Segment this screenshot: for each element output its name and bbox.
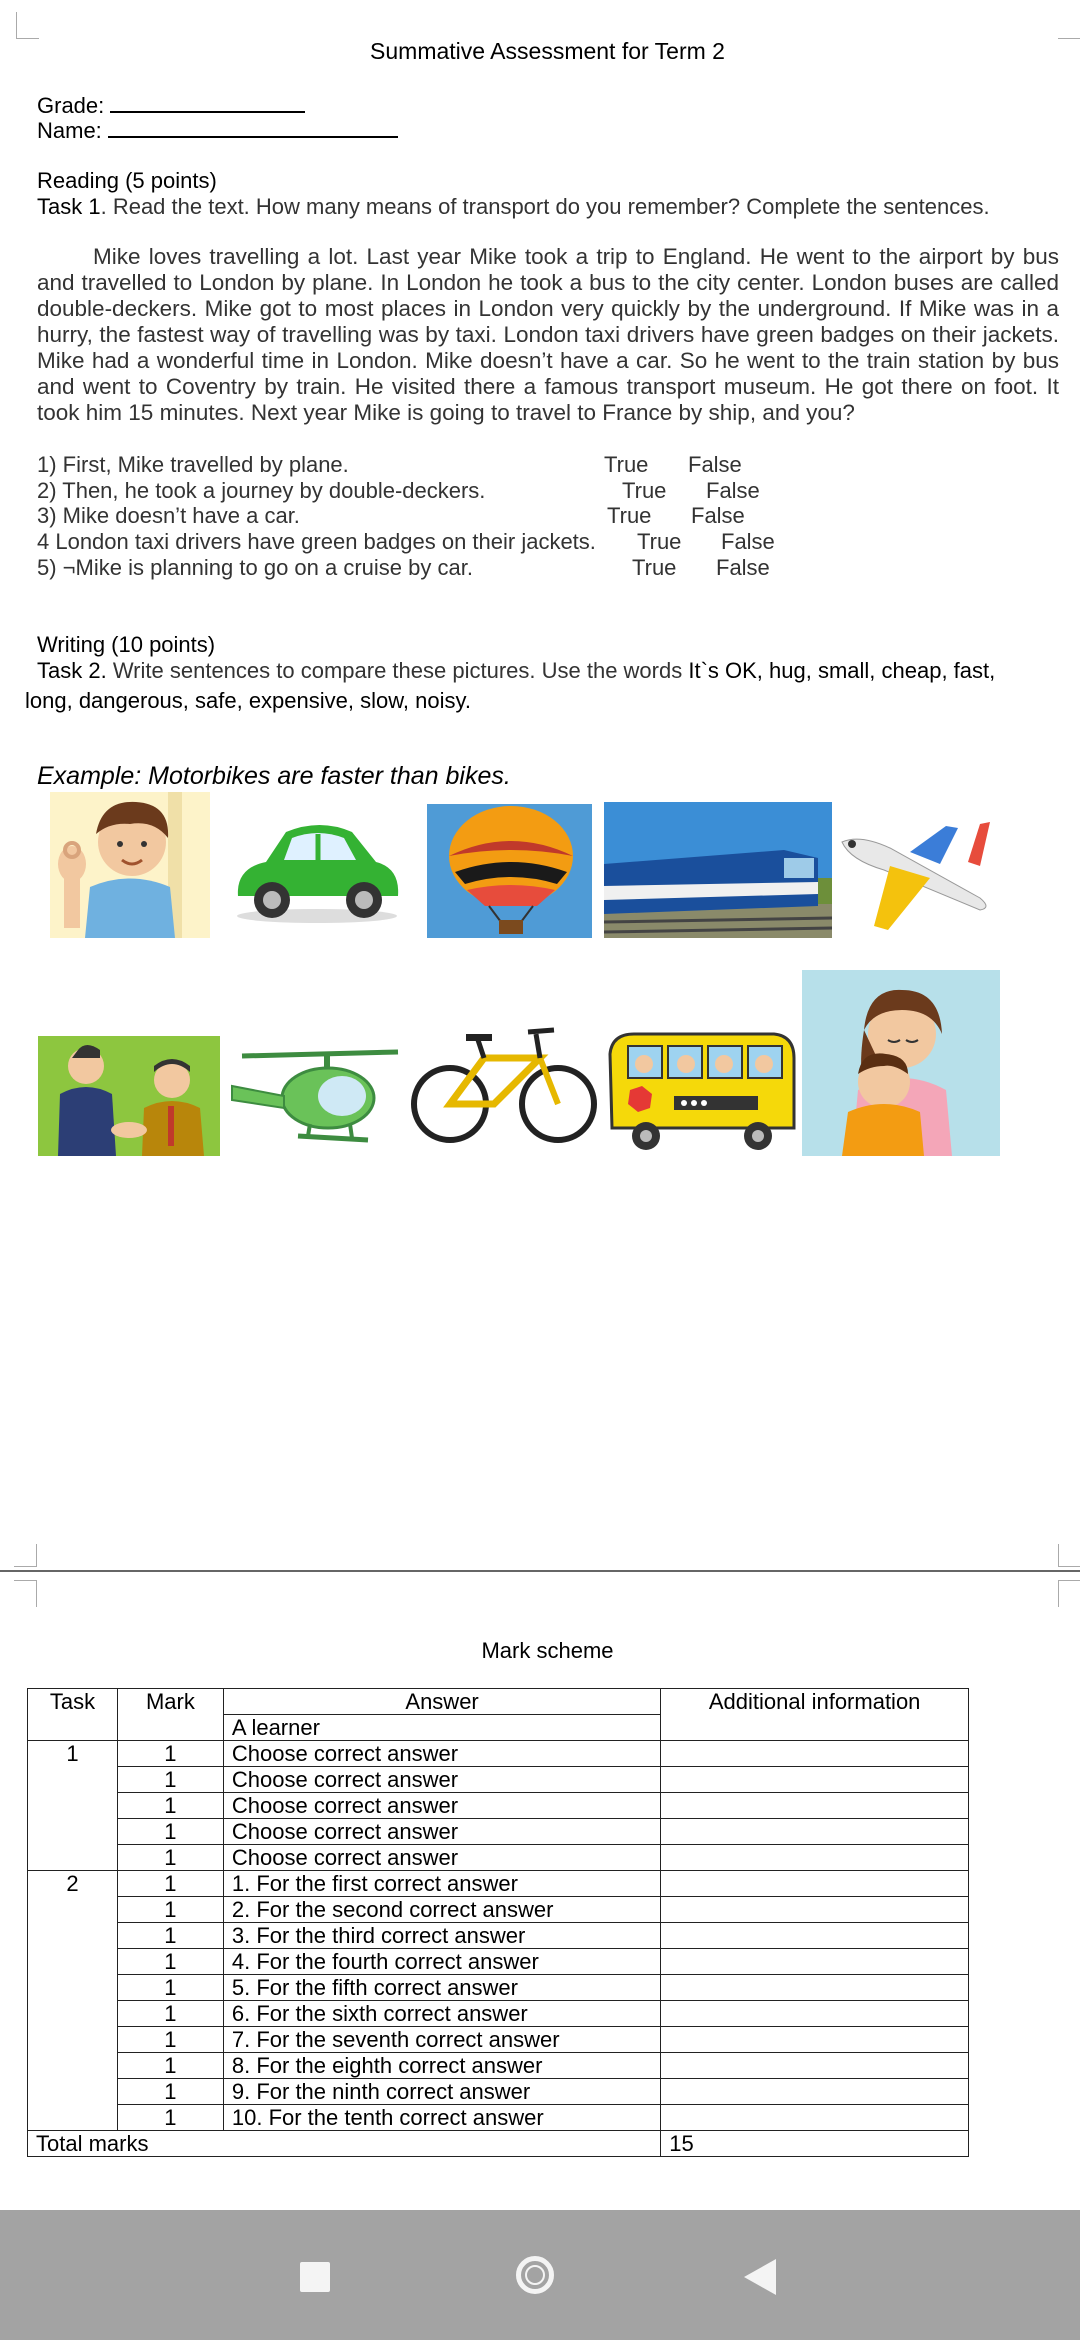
mark-cell: 1 [117, 2027, 223, 2053]
table-row [28, 1819, 969, 1845]
name-field[interactable] [37, 116, 398, 144]
handshake-image [38, 1036, 220, 1156]
statement-3: 3) Mike doesn’t have a car. [37, 503, 300, 528]
table-row [28, 1897, 969, 1923]
hug-image [802, 970, 1000, 1156]
task-cell: 1 [28, 1741, 118, 1871]
answer-cell: Choose correct answer [223, 1793, 660, 1819]
table-row [28, 2105, 969, 2131]
hot-air-balloon-image [427, 804, 592, 938]
bicycle-image [404, 1016, 604, 1156]
mark-cell: 1 [117, 2053, 223, 2079]
table-row [28, 1923, 969, 1949]
mark-cell: 1 [117, 2105, 223, 2131]
answer-cell: Choose correct answer [223, 1819, 660, 1845]
header-task: Task [28, 1689, 118, 1741]
answer-cell: 10. For the tenth correct answer [223, 2105, 660, 2131]
table-row [28, 1975, 969, 2001]
statement-1-true[interactable]: True [604, 452, 649, 477]
mark-cell: 1 [117, 1767, 223, 1793]
reading-heading: Reading (5 points) [37, 168, 217, 193]
name-label: Name: [37, 118, 102, 143]
total-value: 15 [661, 2131, 969, 2157]
header-mark: Mark [117, 1689, 223, 1741]
statement-5-true[interactable]: True [632, 555, 677, 580]
grade-field[interactable] [37, 91, 305, 119]
statement-5-false[interactable]: False [716, 555, 770, 580]
mark-cell: 1 [117, 1741, 223, 1767]
mark-cell: 1 [117, 1845, 223, 1871]
table-row [28, 1741, 969, 1767]
back-triangle-icon[interactable] [744, 2259, 776, 2295]
header-additional: Additional information [661, 1689, 969, 1741]
answer-cell: Choose correct answer [223, 1845, 660, 1871]
total-row [28, 2131, 969, 2157]
example-sentence: Example: Motorbikes are faster than bikes. [37, 762, 511, 790]
statement-4-true[interactable]: True [637, 529, 682, 554]
mark-cell: 1 [117, 1975, 223, 2001]
table-row [28, 1793, 969, 1819]
table-row [28, 1767, 969, 1793]
statement-5: 5) ¬Mike is planning to go on a cruise by car. [37, 555, 473, 580]
statement-1-false[interactable]: False [688, 452, 742, 477]
task1-label: Task 1 [37, 194, 101, 219]
home-circle-icon[interactable] [516, 2256, 554, 2294]
answer-cell: Choose correct answer [223, 1741, 660, 1767]
table-row [28, 2027, 969, 2053]
page-title: Summative Assessment for Term 2 [370, 38, 725, 64]
table-row [28, 1845, 969, 1871]
helicopter-image [222, 1036, 404, 1156]
school-bus-image [604, 1024, 800, 1156]
statement-2-true[interactable]: True [622, 478, 667, 503]
task-cell: 2 [28, 1871, 118, 2131]
task2-instruction: Task 2. Write sentences to compare these pictures. Use the words It`s OK, hug, small, cheap, fast, [37, 658, 996, 683]
train-image [604, 802, 832, 938]
answer-cell: 7. For the seventh correct answer [223, 2027, 660, 2053]
answer-cell: Choose correct answer [223, 1767, 660, 1793]
answer-cell: 9. For the ninth correct answer [223, 2079, 660, 2105]
statement-1: 1) First, Mike travelled by plane. [37, 452, 349, 477]
table-row [28, 2079, 969, 2105]
airplane-image [830, 808, 998, 942]
mark-cell: 1 [117, 1819, 223, 1845]
task2-words: It`s OK, hug, small, cheap, fast, [688, 658, 996, 683]
ok-gesture-boy-image [50, 792, 210, 938]
answer-cell: 1. For the first correct answer [223, 1871, 660, 1897]
answer-cell: 4. For the fourth correct answer [223, 1949, 660, 1975]
statement-4-false[interactable]: False [721, 529, 775, 554]
table-row [28, 2053, 969, 2079]
recents-square-icon[interactable] [300, 2262, 330, 2292]
grade-label: Grade: [37, 93, 105, 118]
statement-2: 2) Then, he took a journey by double-deckers. [37, 478, 486, 503]
mark-scheme-title: Mark scheme [481, 1638, 614, 1663]
total-label: Total marks [28, 2131, 661, 2157]
reading-passage: Mike loves travelling a lot. Last year Mike took a trip to England. He went to the airport by bus and travelled to London by plane. In London he took a bus to the city center. London buses are called double-deckers. Mike got to most places in London very quickly by the underground. If Mike was in a hurry, the fastest way of travelling was by taxi. London taxi drivers have green badges on their jackets. Mike had a wonderful time in London. Mike doesn’t have a car. So he went to the train station by bus and went to Coventry by train. He visited there a famous transport museum. He got there on foot. It took him 15 minutes. Next year Mike is going to travel to France by ship, and you? [37, 244, 1059, 425]
learner-cell: A learner [223, 1715, 660, 1741]
table-row [28, 1871, 969, 1897]
mark-cell: 1 [117, 1871, 223, 1897]
mark-cell: 1 [117, 1923, 223, 1949]
writing-heading: Writing (10 points) [37, 632, 216, 657]
answer-cell: 2. For the second correct answer [223, 1897, 660, 1923]
answer-cell: 6. For the sixth correct answer [223, 2001, 660, 2027]
answer-cell: 3. For the third correct answer [223, 1923, 660, 1949]
task1-instruction: Task 1. Read the text. How many means of transport do you remember? Complete the sentences. [37, 194, 990, 219]
green-car-image [230, 816, 404, 926]
statement-3-false[interactable]: False [691, 503, 745, 528]
task2-label: Task 2. [37, 658, 107, 683]
mark-cell: 1 [117, 1793, 223, 1819]
mark-cell: 1 [117, 1949, 223, 1975]
mark-cell: 1 [117, 2001, 223, 2027]
mark-cell: 1 [117, 2079, 223, 2105]
table-row [28, 1949, 969, 1975]
mark-scheme-table [27, 1688, 969, 2157]
task2-words-line2: long, dangerous, safe, expensive, slow, noisy. [25, 688, 471, 713]
table-header-row [28, 1689, 969, 1715]
system-navigation-bar [0, 2210, 1080, 2340]
table-row [28, 2001, 969, 2027]
statement-4: 4 London taxi drivers have green badges on their jackets. [37, 529, 596, 554]
statement-2-false[interactable]: False [706, 478, 760, 503]
answer-cell: 5. For the fifth correct answer [223, 1975, 660, 2001]
statement-3-true[interactable]: True [607, 503, 652, 528]
mark-cell: 1 [117, 1897, 223, 1923]
answer-cell: 8. For the eighth correct answer [223, 2053, 660, 2079]
header-answer: Answer [223, 1689, 660, 1715]
